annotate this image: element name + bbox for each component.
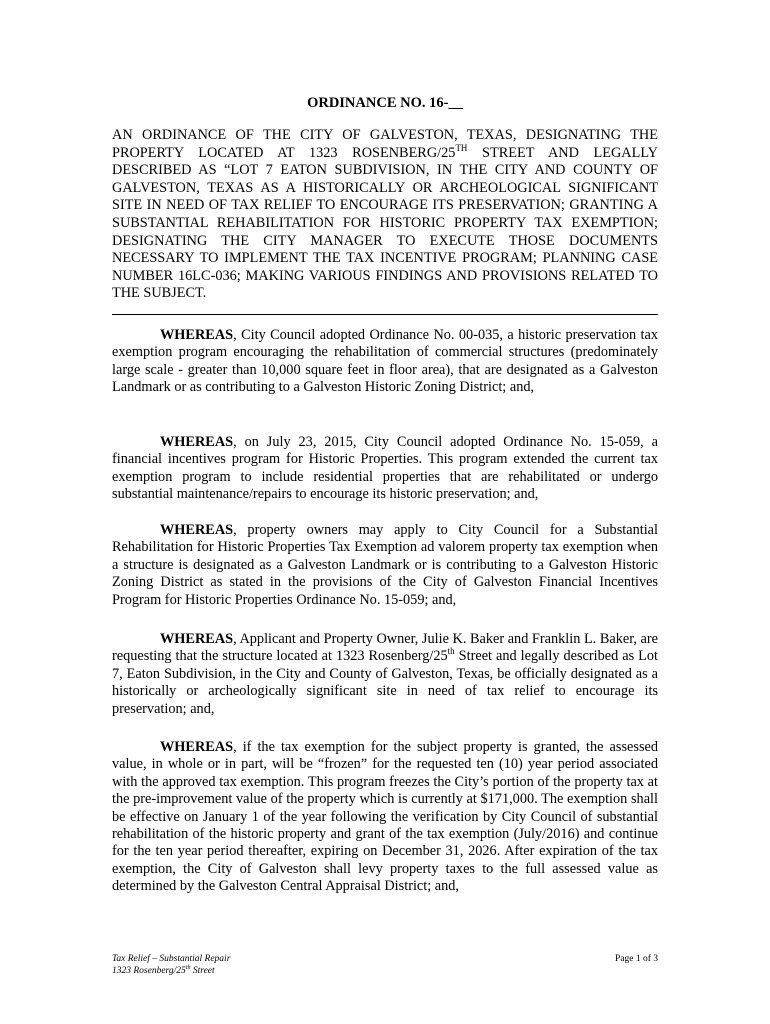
- whereas-lead: WHEREAS: [160, 327, 234, 343]
- document-page: [112, 0, 658, 1024]
- whereas-paragraph-1: [112, 327, 658, 397]
- ordinance-caption: [112, 127, 658, 303]
- whereas-lead: WHEREAS: [160, 434, 234, 450]
- whereas-text-part-1: , Applicant and Property Owner, Julie K. Baker and Franklin L. Baker, are requesting that the structure located at 1323 Rosenberg/25: [112, 631, 658, 665]
- caption-divider: [112, 314, 658, 315]
- ordinance-title: ORDINANCE NO. 16-__: [307, 95, 463, 111]
- footer-line-2: [112, 965, 230, 977]
- footer-address-part-1: 1323 Rosenberg/25: [112, 966, 186, 976]
- caption-superscript: TH: [455, 142, 468, 153]
- page-number: Page 1 of 3: [614, 954, 658, 964]
- footer-superscript: th: [185, 964, 191, 971]
- whereas-text: , on July 23, 2015, City Council adopted Ordinance No. 15-059, a financial incentives program for Historic Properties. This program extended the current tax exemption program to include residential properties that are rehabilitated or undergo substantial maintenance/repairs to encourage its historic preservation; and,: [112, 434, 658, 503]
- footer-address-part-2: Street: [190, 966, 215, 976]
- whereas-paragraph-5: [112, 739, 658, 896]
- whereas-text: , property owners may apply to City Council for a Substantial Rehabilitation for Historic Properties Tax Exemption ad valorem property tax exemption when a structure is designated as a Galveston Landmark or is contributing to a Galveston Historic Zoning District as stated in the provisions of the City of Galveston Financial Incentives Program for Historic Properties Ordinance No. 15-059; and,: [112, 522, 658, 608]
- whereas-paragraph-3: [112, 522, 658, 609]
- caption-text-part-2: STREET AND LEGALLY DESCRIBED AS “LOT 7 EATON SUBDIVISION, IN THE CITY AND COUNTY OF GALVESTON, TEXAS AS A HISTORICALLY OR ARCHEOLOGICAL SIGNIFICANT SITE IN NEED OF TAX RELIEF TO ENCOURAGE ITS PRESERVATION; GRANTING A SUBSTANTIAL REHABILITATION FOR HISTORIC PROPERTY TAX EXEMPTION; DESIGNATING THE CITY MANAGER TO EXECUTE THOSE DOCUMENTS NECESSARY TO IMPLEMENT THE TAX INCENTIVE PROGRAM; PLANNING CASE NUMBER 16LC-036; MAKING VARIOUS FINDINGS AND PROVISIONS RELATED TO THE SUBJECT.: [112, 144, 658, 302]
- whereas-text-part-2: Street and legally described as Lot 7, Eaton Subdivision, in the City and County of Galveston, Texas, be officially designated as a historically or archeologically significant site in need of tax relief to encourage its preservation; and,: [112, 648, 658, 717]
- footer-line-1: Tax Relief – Substantial Repair: [112, 954, 231, 964]
- footer-document-label: [112, 953, 230, 977]
- whereas-lead: WHEREAS: [160, 522, 234, 538]
- whereas-superscript: th: [447, 646, 455, 657]
- caption-text-part-1: AN ORDINANCE OF THE CITY OF GALVESTON, TEXAS, DESIGNATING THE PROPERTY LOCATED AT 1323 ROSENBERG/25: [112, 127, 658, 161]
- whereas-lead: WHEREAS: [160, 631, 234, 647]
- whereas-paragraph-2: [112, 434, 658, 504]
- whereas-text: , City Council adopted Ordinance No. 00-035, a historic preservation tax exemption program encouraging the rehabilitation of commercial structures (predominately large scale - greater than 10,000 square feet in floor area), that are designated as a Galveston Landmark or as contributing to a Galveston Historic Zoning District; and,: [112, 327, 658, 396]
- whereas-text: , if the tax exemption for the subject property is granted, the assessed value, in whole or in part, will be “frozen” for the requested ten (10) year period associated with the approved tax exemption. This program freezes the City’s portion of the property tax at the pre-improvement value of the property which is currently at $171,000. The exemption shall be effective on January 1 of the year following the verification by City Council of substantial rehabilitation of the historic property and grant of the tax exemption (July/2016) and continue for the ten year period thereafter, expiring on December 31, 2026. After expiration of the tax exemption, the City of Galveston shall levy property taxes to the full assessed value as determined by the Galveston Central Appraisal District; and,: [112, 739, 658, 895]
- whereas-paragraph-4: [112, 631, 658, 718]
- whereas-lead: WHEREAS: [160, 739, 234, 755]
